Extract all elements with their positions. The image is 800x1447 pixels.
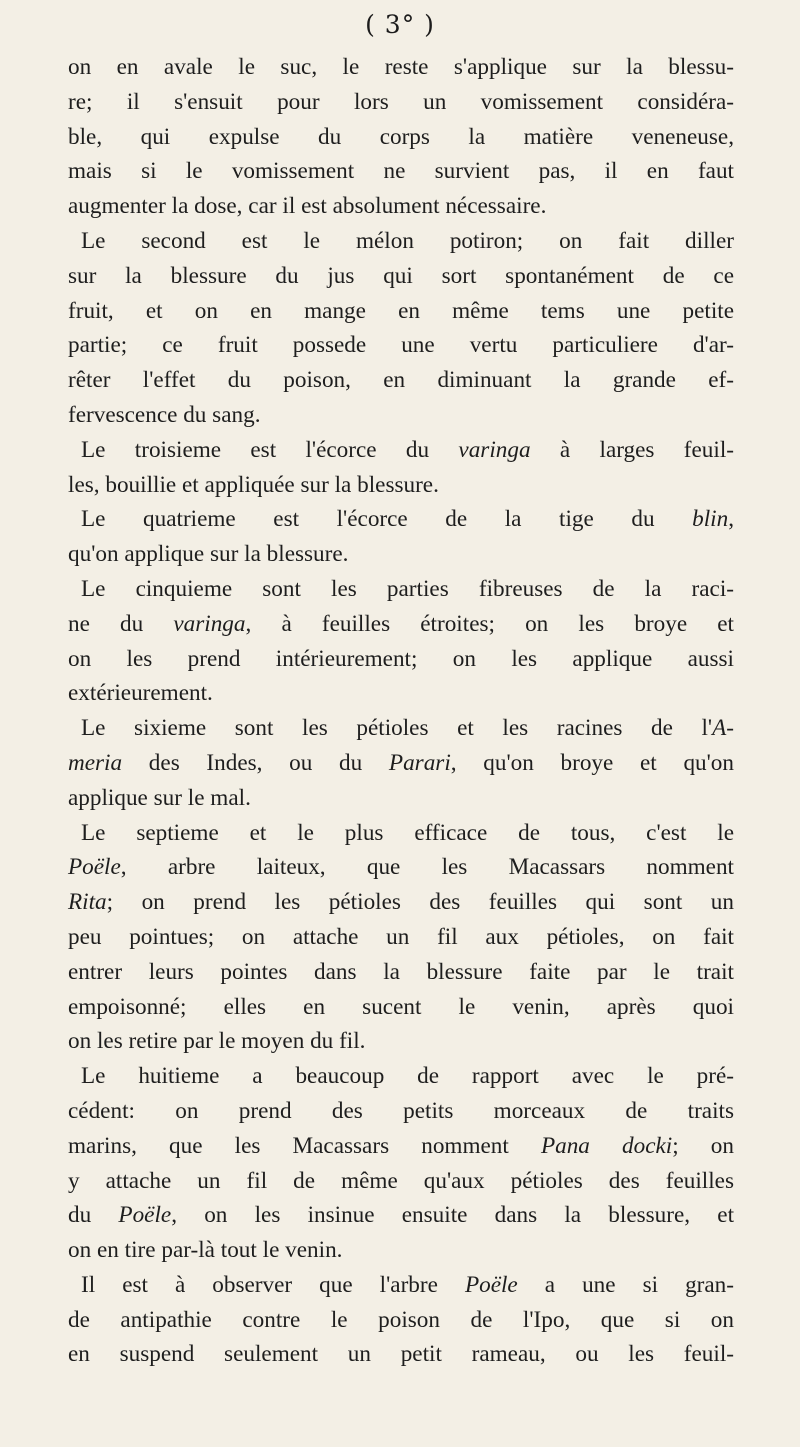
text-segment: y attache un fil de même qu'aux pétioles des feuilles [68, 1167, 734, 1194]
text-segment: Le sixieme sont les pétioles et les racines de l' [81, 715, 713, 742]
italic-term: A- [712, 715, 734, 742]
text-segment: Le huitieme a beaucoup de rapport avec le pré- [81, 1063, 734, 1090]
text-segment: ble, qui expulse du corps la matière veneneuse, [68, 123, 734, 150]
text-line [68, 85, 734, 120]
text-segment: Le cinquieme sont les parties fibreuses de la raci- [81, 575, 734, 602]
text-segment: qu'on applique sur la blessure. [68, 541, 349, 568]
italic-term: blin [692, 506, 729, 533]
text-segment: Le troisieme est l'écorce du [81, 436, 459, 463]
text-line [68, 746, 734, 781]
text-segment: mais si le vomissement ne survient pas, il en faut [68, 158, 734, 185]
italic-term: varinga [458, 436, 531, 463]
text-segment: ; on [672, 1132, 734, 1159]
text-segment: des Indes, ou du [122, 749, 389, 776]
text-line [68, 120, 734, 155]
italic-term: Poële [464, 1271, 518, 1298]
text-line [68, 50, 734, 85]
text-segment: en suspend seulement un petit rameau, ou les feuil- [68, 1341, 734, 1368]
text-line [68, 781, 734, 816]
italic-term: Rita [68, 889, 107, 916]
text-line [68, 920, 734, 955]
text-line [68, 1164, 734, 1199]
text-line [68, 711, 734, 746]
text-line [68, 676, 734, 711]
text-segment: cédent: on prend des petits morceaux de traits [68, 1097, 734, 1124]
page-number: ( 3° ) [365, 10, 435, 39]
italic-term: meria [68, 749, 123, 776]
text-segment: , on les insinue ensuite dans la blessure, et [171, 1202, 735, 1229]
text-line [68, 990, 734, 1025]
text-line [68, 1198, 734, 1233]
text-segment: on les retire par le moyen du fil. [68, 1028, 366, 1055]
text-line [68, 189, 734, 224]
italic-term: varinga [173, 610, 246, 637]
text-line [68, 1024, 734, 1059]
text-segment: rêter l'effet du poison, en diminuant la grande ef- [68, 367, 734, 394]
text-segment: on les prend intérieurement; on les applique aussi [68, 645, 734, 672]
text-segment: Le quatrieme est l'écorce de la tige du [81, 506, 693, 533]
text-line [68, 607, 734, 642]
text-line [68, 572, 734, 607]
text-segment: sur la blessure du jus qui sort spontanément de ce [68, 262, 734, 289]
italic-term: Parari [388, 749, 451, 776]
text-segment: re; il s'ensuit pour lors un vomissement considéra- [68, 88, 734, 115]
text-segment: du [68, 1202, 119, 1229]
text-segment: ; on prend les pétioles des feuilles qui sont un [106, 889, 734, 916]
text-line [68, 328, 734, 363]
italic-term: Poële [68, 854, 121, 881]
text-segment: peu pointues; on attache un fil aux pétioles, on fait [68, 923, 734, 950]
text-line [68, 537, 734, 572]
text-line [68, 398, 734, 433]
text-line [68, 1094, 734, 1129]
text-line [68, 1059, 734, 1094]
italic-term: Pana docki [540, 1132, 673, 1159]
text-segment: fruit, et on en mange en même tems une petite [68, 297, 734, 324]
text-line [68, 816, 734, 851]
text-line [68, 294, 734, 329]
text-segment: marins, que les Macassars nomment [68, 1132, 541, 1159]
text-segment: on en tire par-là tout le venin. [68, 1237, 343, 1264]
text-line [68, 1233, 734, 1268]
text-line [68, 502, 734, 537]
text-line [68, 1337, 734, 1372]
text-segment: entrer leurs pointes dans la blessure faite par le trait [68, 958, 734, 985]
text-segment: partie; ce fruit possede une vertu particuliere d'ar- [68, 332, 734, 359]
text-line [68, 642, 734, 677]
text-line [68, 433, 734, 468]
text-segment: ller [703, 227, 734, 254]
text-segment: empoisonné; elles en sucent le venin, après quoi [68, 993, 734, 1020]
text-segment: extérieurement. [68, 680, 213, 707]
text-line [68, 259, 734, 294]
text-line [68, 885, 734, 920]
text-line [68, 224, 734, 259]
text-segment: fervescence du sang. [68, 401, 261, 428]
text-segment: à larges feuil- [530, 436, 734, 463]
text-segment: Il est à observer que l'arbre [81, 1271, 465, 1298]
text-segment: de antipathie contre le poison de l'Ipo, que si on [68, 1306, 734, 1333]
text-segment: les, bouillie et appliquée sur la blessure. [68, 471, 439, 498]
text-line [68, 1303, 734, 1338]
text-line [68, 1268, 734, 1303]
text-segment: , [728, 506, 734, 533]
text-line [68, 1129, 734, 1164]
text-segment: Le second est le mélon potiron; on fait di [81, 227, 704, 254]
text-line [68, 955, 734, 990]
text-segment: augmenter la dose, car il est absolument nécessaire. [68, 193, 547, 220]
text-segment: , qu'on broye et qu'on [450, 749, 734, 776]
text-line [68, 363, 734, 398]
text-line [68, 468, 734, 503]
italic-term: Poële [118, 1202, 172, 1229]
text-segment: on en avale le suc, le reste s'applique sur la blessu- [68, 54, 734, 80]
text-segment: applique sur le mal. [68, 784, 251, 811]
text-segment: , à feuilles étroites; on les broye et [245, 610, 734, 637]
body-text [68, 50, 734, 1372]
text-segment: Le septieme et le plus efficace de tous, c'est le [81, 819, 734, 846]
text-line [68, 850, 734, 885]
text-line [68, 154, 734, 189]
text-segment: ne du [68, 610, 174, 637]
text-segment: , arbre laiteux, que les Macassars nomment [120, 854, 734, 881]
text-segment: a une si gran- [517, 1271, 734, 1298]
